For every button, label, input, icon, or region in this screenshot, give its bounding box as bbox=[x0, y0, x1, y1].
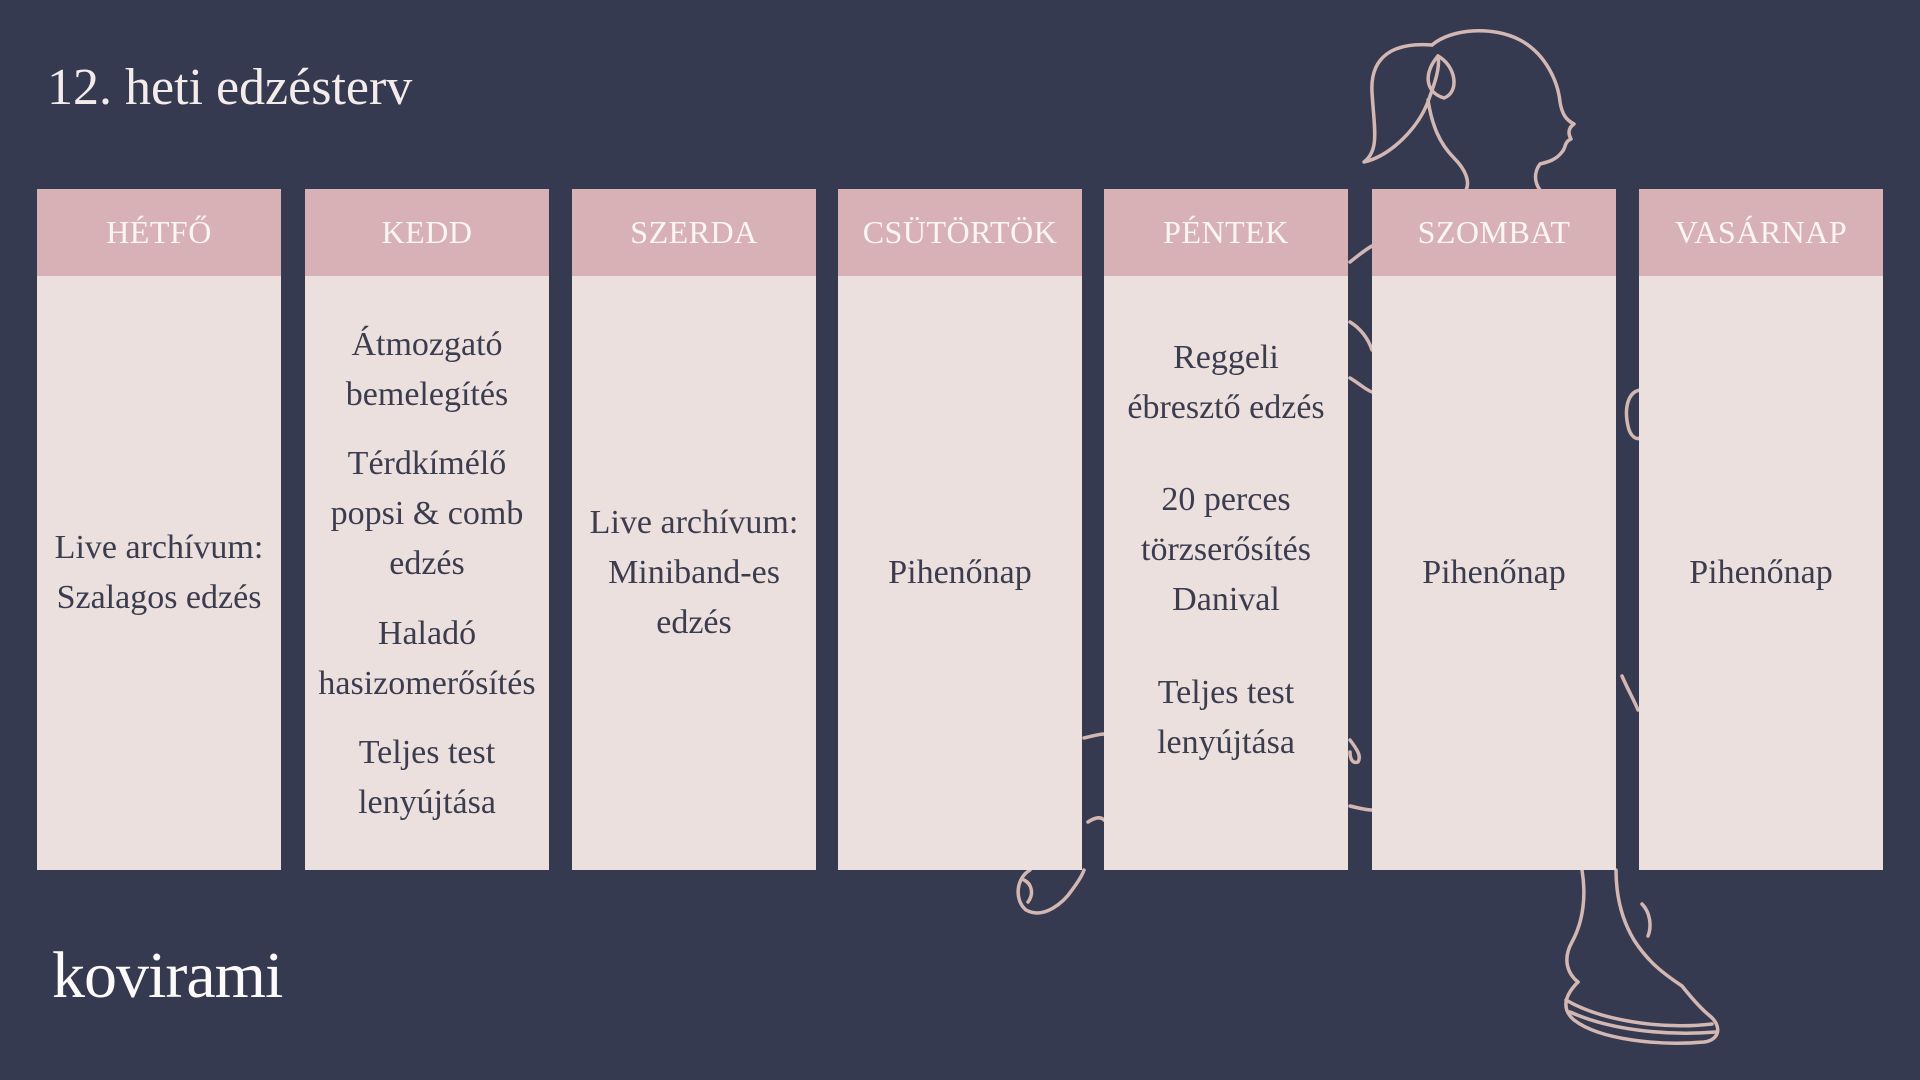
activity: Haladó hasizomerősítés bbox=[318, 614, 536, 702]
day-body bbox=[1639, 276, 1883, 870]
activity: Pihenőnap bbox=[888, 554, 1032, 591]
activity: Live archívum: Miniband-es edzés bbox=[589, 504, 799, 641]
day-header: PÉNTEK bbox=[1104, 189, 1348, 276]
day-body bbox=[572, 276, 816, 870]
activity: Pihenőnap bbox=[1422, 554, 1566, 591]
day-card-vasarnap bbox=[1639, 189, 1883, 870]
day-card-szerda bbox=[572, 189, 816, 870]
day-header: VASÁRNAP bbox=[1639, 189, 1883, 276]
day-header: KEDD bbox=[305, 189, 549, 276]
day-header: SZERDA bbox=[572, 189, 816, 276]
day-card-hetfo bbox=[37, 189, 281, 870]
activity: Átmozgató bemelegítés bbox=[345, 325, 509, 413]
day-header: CSÜTÖRTÖK bbox=[838, 189, 1082, 276]
activity: Teljes test lenyújtása bbox=[1157, 673, 1295, 761]
day-body bbox=[1104, 276, 1348, 870]
activity: Térdkímélő popsi & comb edzés bbox=[330, 445, 524, 583]
activity: 20 perces törzserősítés Danival bbox=[1141, 481, 1311, 618]
brand-logo: kovirami bbox=[52, 939, 283, 1012]
page-title: 12. heti edzésterv bbox=[47, 59, 413, 116]
day-header: HÉTFŐ bbox=[37, 189, 281, 276]
day-card-csutortok bbox=[838, 189, 1082, 870]
activity: Live archívum: Szalagos edzés bbox=[54, 529, 264, 616]
day-header: SZOMBAT bbox=[1372, 189, 1616, 276]
day-card-kedd bbox=[305, 189, 549, 870]
activity: Pihenőnap bbox=[1689, 554, 1833, 591]
activity: Reggeli ébresztő edzés bbox=[1127, 338, 1325, 426]
activity: Teljes test lenyújtása bbox=[358, 734, 496, 822]
day-body bbox=[838, 276, 1082, 870]
day-card-pentek bbox=[1104, 189, 1348, 870]
day-body bbox=[1372, 276, 1616, 870]
day-card-szombat bbox=[1372, 189, 1616, 870]
day-body bbox=[37, 276, 281, 870]
day-body bbox=[305, 276, 549, 870]
